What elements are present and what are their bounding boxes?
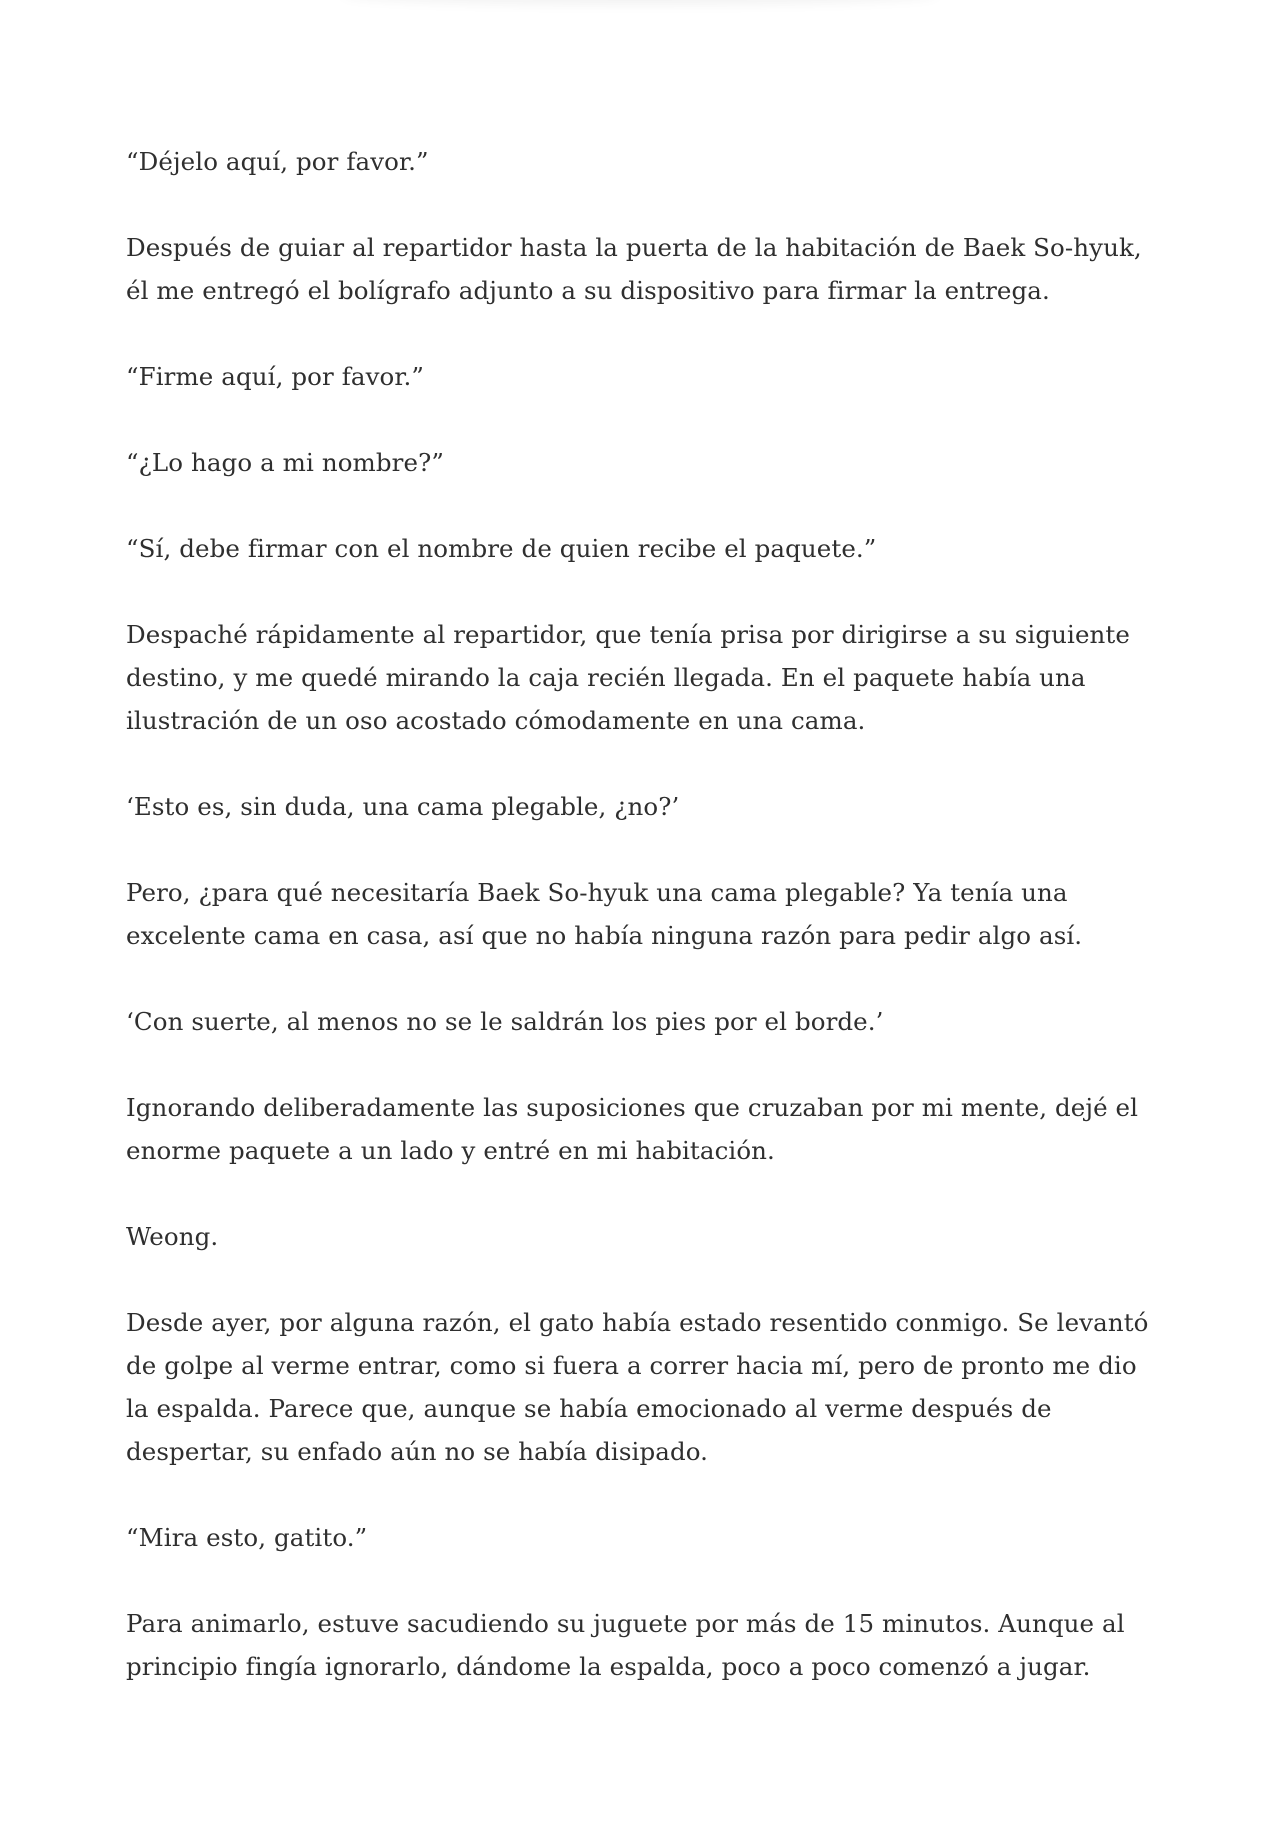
paragraph: Desde ayer, por alguna razón, el gato había estado resentido conmigo. Se levantó de golpe al verme entrar, como si fuera a correr hacia mí, pero de pronto me dio la espalda. Parece que, aunque se había emocionado al verme después de despertar, su enfado aún no se había disipado. — [126, 1308, 1149, 1466]
paragraph: “¿Lo hago a mi nombre?” — [126, 448, 444, 477]
paragraph: Ignorando deliberadamente las suposiciones que cruzaban por mi mente, dejé el enorme paquete a un lado y entré en mi habitación. — [126, 1093, 1139, 1165]
paragraph: Después de guiar al repartidor hasta la puerta de la habitación de Baek So-hyuk, él me entregó el bolígrafo adjunto a su dispositivo para firmar la entrega. — [126, 233, 1142, 305]
paragraph: Pero, ¿para qué necesitaría Baek So-hyuk una cama plegable? Ya tenía una excelente cama en casa, así que no había ninguna razón para pedir algo así. — [126, 878, 1083, 950]
paragraph: Weong. — [126, 1222, 219, 1251]
paragraph: “Déjelo aquí, por favor.” — [126, 147, 429, 176]
paragraph: ‘Con suerte, al menos no se le saldrán los pies por el borde.’ — [126, 1007, 884, 1036]
paragraph: Para animarlo, estuve sacudiendo su juguete por más de 15 minutos. Aunque al principio fingía ignorarlo, dándome la espalda, poco a poco comenzó a jugar. — [126, 1609, 1125, 1681]
paragraph: Despaché rápidamente al repartidor, que tenía prisa por dirigirse a su siguiente destino, y me quedé mirando la caja recién llegada. En el paquete había una ilustración de un oso acostado cómodamente en una cama. — [126, 620, 1130, 735]
paragraph: “Firme aquí, por favor.” — [126, 362, 425, 391]
paragraph: “Mira esto, gatito.” — [126, 1523, 368, 1552]
document-body — [126, 140, 1156, 1731]
paragraph: “Sí, debe firmar con el nombre de quien recibe el paquete.” — [126, 534, 877, 563]
paragraph: ‘Esto es, sin duda, una cama plegable, ¿no?’ — [126, 792, 680, 821]
